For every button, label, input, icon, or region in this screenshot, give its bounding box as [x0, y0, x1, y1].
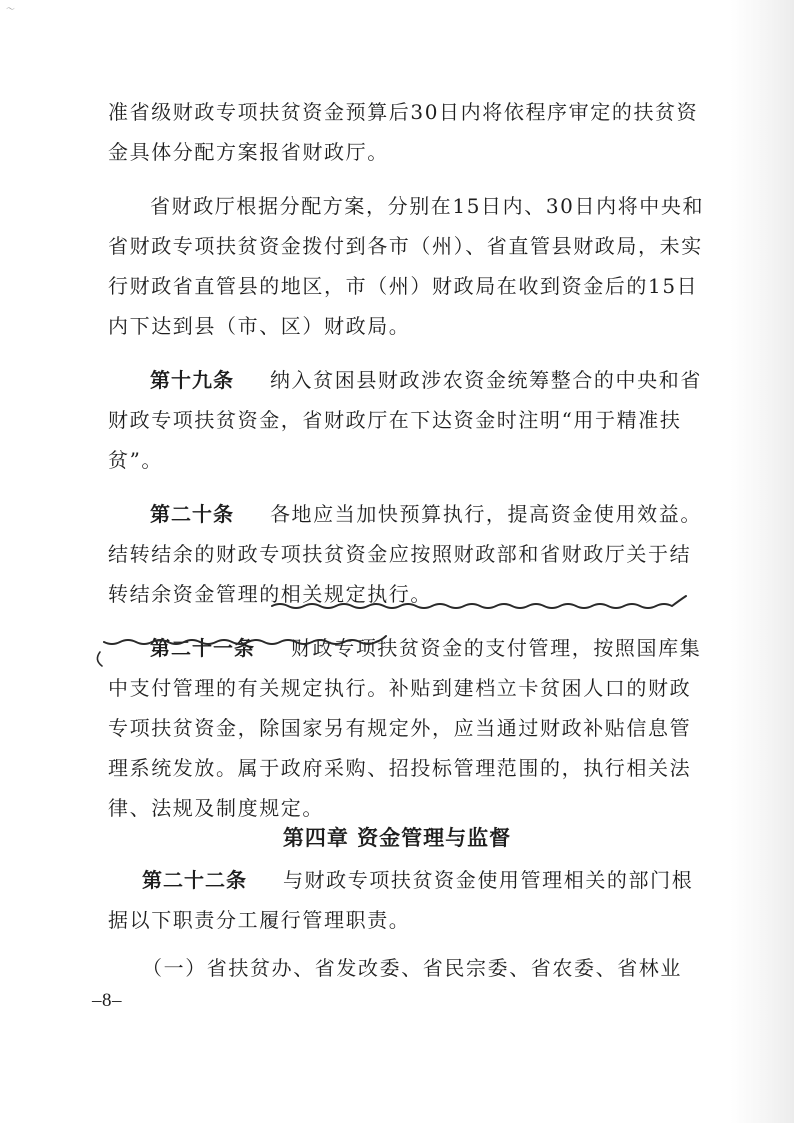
text-line: 省财政专项扶贫资金拨付到各市（州）、省直管县财政局，未实	[108, 234, 703, 258]
document-body	[108, 92, 708, 828]
article-19	[108, 360, 708, 480]
text-line: 省财政厅根据分配方案，分别在15日内、30日内将中央和	[150, 194, 705, 218]
text-line: 专项扶贫资金，除国家另有规定外，应当通过财政补贴信息管	[108, 716, 692, 740]
text-line: 与财政专项扶贫资金使用管理相关的部门根	[282, 868, 694, 892]
text-line: 纳入贫困县财政涉农资金统筹整合的中央和省	[269, 368, 702, 392]
text-line: 准省级财政专项扶贫资金预算后30日内将依程序审定的扶贫资	[108, 100, 699, 124]
text-line: 金具体分配方案报省财政厅。	[108, 140, 389, 164]
text-line: 各地应当加快预算执行，提高资金使用效益。	[269, 502, 702, 526]
text-line: 贫”。	[108, 448, 164, 472]
text-line: 财政专项扶贫资金的支付管理，按照国库集	[290, 636, 702, 660]
text-line: 行财政省直管县的地区，市（州）财政局在收到资金后的15日	[108, 274, 699, 298]
text-line: （一）省扶贫办、省发改委、省民宗委、省农委、省林业	[142, 956, 682, 980]
paragraph-2	[108, 186, 708, 346]
text-line: 财政专项扶贫资金，省财政厅在下达资金时注明“用于精准扶	[108, 408, 682, 432]
text-line: 中支付管理的有关规定执行。补贴到建档立卡贫困人口的财政	[108, 676, 692, 700]
text-line: 律、法规及制度规定。	[108, 796, 324, 820]
text-line: 据以下职责分工履行管理职责。	[108, 908, 411, 932]
chapter-title: 第四章 资金管理与监督	[282, 826, 512, 850]
article-heading: 第十九条	[150, 368, 234, 392]
page-number: –8–	[92, 990, 122, 1011]
article-20	[108, 494, 708, 614]
paragraph-1	[108, 92, 708, 172]
article-heading: 第二十二条	[142, 868, 247, 892]
chapter-body	[108, 860, 708, 988]
list-item	[108, 948, 708, 988]
article-heading: 第二十条	[150, 502, 234, 526]
article-21	[108, 628, 708, 828]
article-heading: 第二十一条	[150, 636, 255, 660]
text-line: 理系统发放。属于政府采购、招投标管理范围的，执行相关法	[108, 756, 692, 780]
text-line: 结转结余的财政专项扶贫资金应按照财政部和省财政厅关于结	[108, 542, 692, 566]
text-line: 内下达到县（市、区）财政局。	[108, 314, 411, 338]
text-line: 转结余资金管理的相关规定执行。	[108, 582, 432, 606]
scan-corner-mark: ～	[6, 5, 16, 15]
article-22	[108, 860, 708, 940]
